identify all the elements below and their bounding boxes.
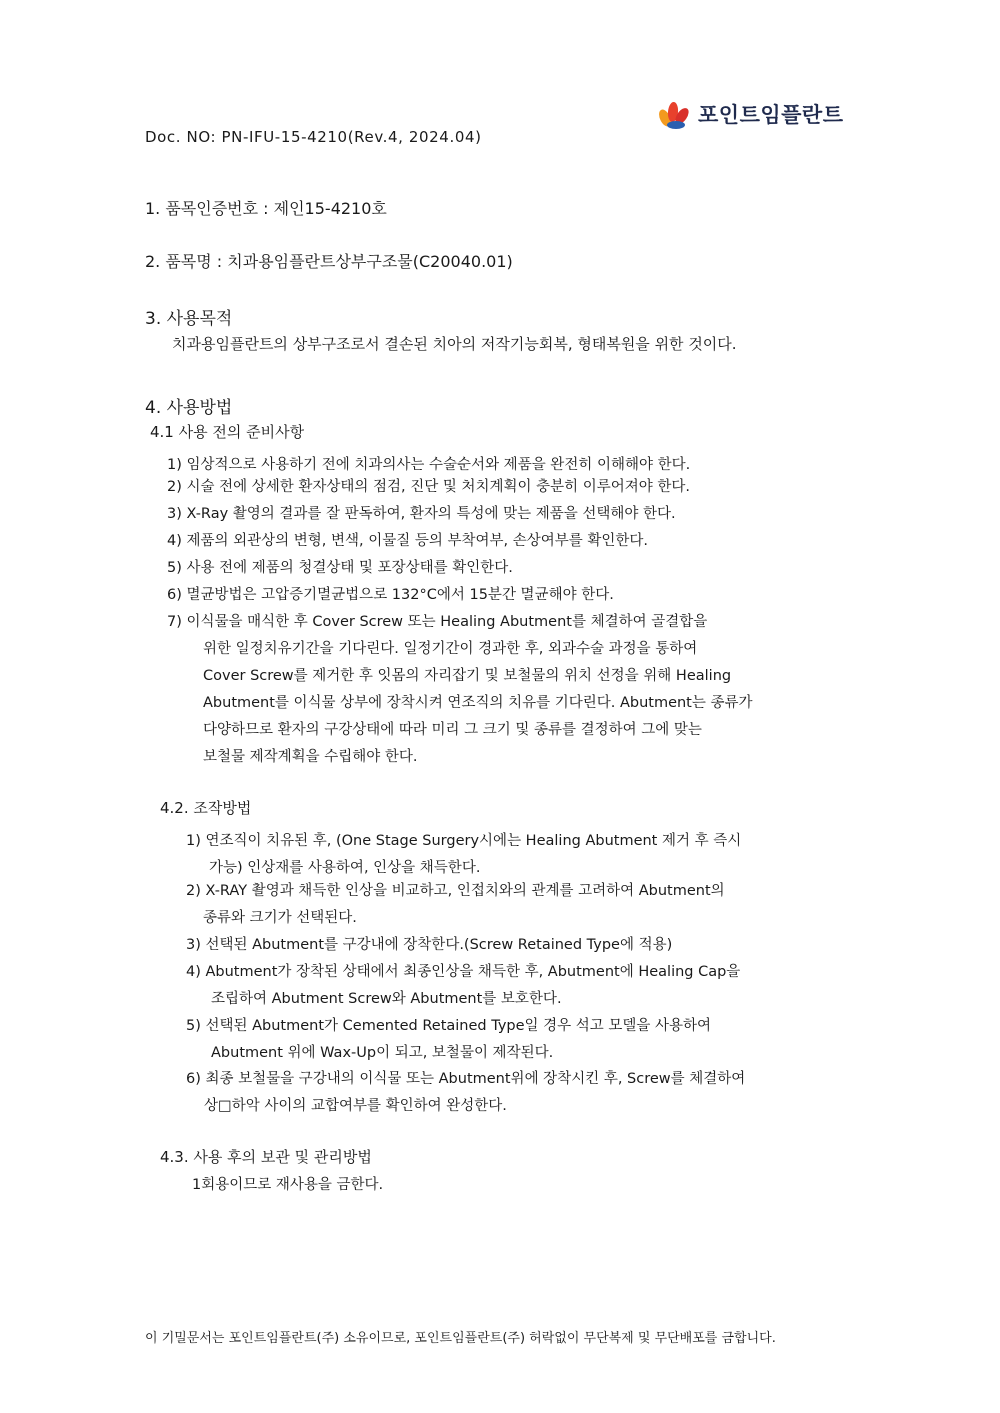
s41-item-2: 2) 시술 전에 상세한 환자상태의 점검, 진단 및 처치계획이 충분히 이루어져야 한다. — [167, 479, 691, 495]
s42-item-3: 3) 선택된 Abutment를 구강내에 장착한다.(Screw Retained Type에 적용) — [186, 937, 673, 953]
section-4-3-title: 4.3. 사용 후의 보관 및 관리방법 — [160, 1148, 372, 1166]
s41-item-6: 6) 멸균방법은 고압증기멸균법으로 132°C에서 15분간 멸균해야 한다. — [167, 587, 614, 603]
section-3-title: 3. 사용목적 — [145, 309, 233, 329]
logo-petals-icon — [656, 98, 692, 130]
s41-item-1: 1) 임상적으로 사용하기 전에 치과의사는 수술순서와 제품을 완전히 이해해야 한다. — [167, 457, 691, 473]
confidentiality-footer: 이 기밀문서는 포인트임플란트(주) 소유이므로, 포인트임플란트(주) 허락없이 무단복제 및 무단배포를 금합니다. — [145, 1331, 776, 1346]
document-number: Doc. NO: PN-IFU-15-4210(Rev.4, 2024.04) — [145, 128, 482, 146]
section-1-certification-number: 1. 품목인증번호 : 제인15-4210호 — [145, 199, 387, 218]
company-logo — [656, 96, 844, 132]
s41-item-7-cont-2: Cover Screw를 제거한 후 잇몸의 자리잡기 및 보철물의 위치 선정을 위해 Healing — [203, 668, 732, 684]
s42-item-6: 6) 최종 보철물을 구강내의 이식물 또는 Abutment위에 장착시킨 후, Screw를 체결하여 — [186, 1071, 746, 1087]
s42-item-4-cont: 조립하여 Abutment Screw와 Abutment를 보호한다. — [211, 991, 562, 1007]
section-4-title: 4. 사용방법 — [145, 398, 233, 418]
s42-item-6-cont: 상□하악 사이의 교합여부를 확인하여 완성한다. — [204, 1098, 507, 1114]
s41-item-7: 7) 이식물을 매식한 후 Cover Screw 또는 Healing Abutment를 체결하여 골결합을 — [167, 614, 708, 630]
section-4-1-title: 4.1 사용 전의 준비사항 — [150, 423, 305, 441]
section-4-3-body: 1회용이므로 재사용을 금한다. — [192, 1177, 384, 1193]
s41-item-5: 5) 사용 전에 제품의 청결상태 및 포장상태를 확인한다. — [167, 560, 513, 576]
s42-item-4: 4) Abutment가 장착된 상태에서 최종인상을 채득한 후, Abutment에 Healing Cap을 — [186, 964, 741, 980]
s42-item-5-cont: Abutment 위에 Wax-Up이 되고, 보철물이 제작된다. — [211, 1045, 554, 1061]
s41-item-4: 4) 제품의 외관상의 변형, 변색, 이물질 등의 부착여부, 손상여부를 확인한다. — [167, 533, 649, 549]
logo-text: 포인트임플란트 — [698, 103, 844, 127]
s42-item-2-cont: 종류와 크기가 선택된다. — [203, 910, 357, 926]
s41-item-7-cont-5: 보철물 제작계획을 수립해야 한다. — [203, 749, 418, 765]
s41-item-7-cont-1: 위한 일정치유기간을 기다린다. 일정기간이 경과한 후, 외과수술 과정을 통하여 — [203, 641, 698, 657]
s42-item-2: 2) X-RAY 촬영과 채득한 인상을 비교하고, 인접치와의 관계를 고려하여 Abutment의 — [186, 883, 725, 899]
s42-item-1: 1) 연조직이 치유된 후, (One Stage Surgery시에는 Healing Abutment 제거 후 즉시 — [186, 833, 742, 849]
section-2-product-name: 2. 품목명 : 치과용임플란트상부구조물(C20040.01) — [145, 252, 513, 271]
s42-item-1-cont: 가능) 인상재를 사용하여, 인상을 채득한다. — [209, 860, 481, 876]
s41-item-7-cont-3: Abutment를 이식물 상부에 장착시켜 연조직의 치유를 기다린다. Abutment는 종류가 — [203, 695, 753, 711]
s41-item-3: 3) X-Ray 촬영의 결과를 잘 판독하여, 환자의 특성에 맞는 제품을 선택해야 한다. — [167, 506, 676, 522]
s41-item-7-cont-4: 다양하므로 환자의 구강상태에 따라 미리 그 크기 및 종류를 결정하여 그에 맞는 — [203, 722, 702, 738]
section-4-2-title: 4.2. 조작방법 — [160, 799, 252, 817]
section-3-body: 치과용임플란트의 상부구조로서 결손된 치아의 저작기능회복, 형태복원을 위한 것이다. — [172, 335, 737, 353]
s42-item-5: 5) 선택된 Abutment가 Cemented Retained Type일 경우 석고 모델을 사용하여 — [186, 1018, 712, 1034]
